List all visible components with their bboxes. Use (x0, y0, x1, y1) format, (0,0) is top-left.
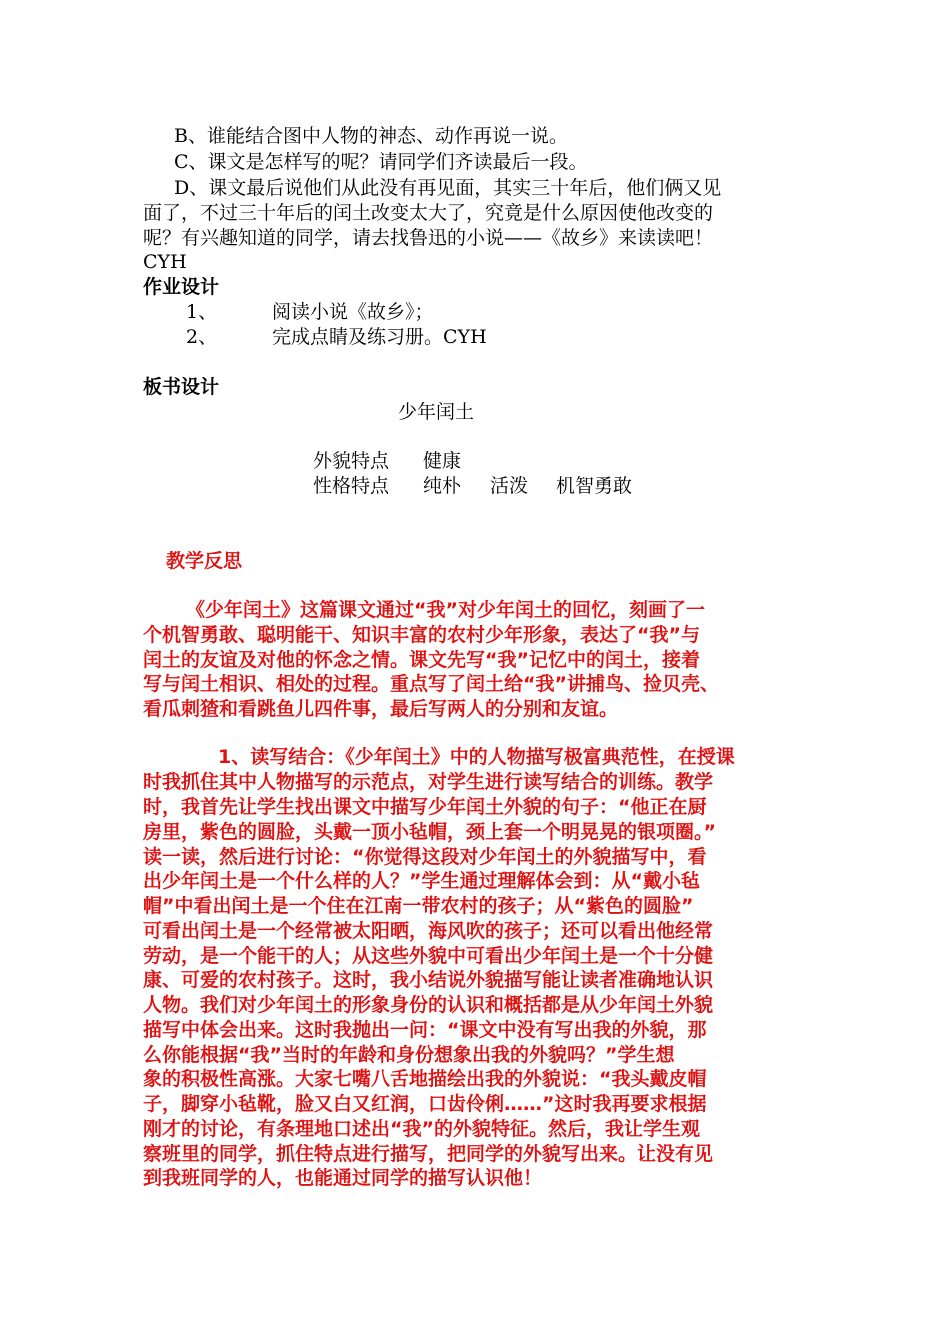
discussion-item-d-line: 面了，不过三十年后的闰土改变太大了，究竟是什么原因使他改变的 (143, 202, 714, 224)
homework-item-text: 阅读小说《故乡》； (272, 301, 434, 323)
reflection-para2-line: 时我抓住其中人物描写的示范点，对学生进行读写结合的训练。教学 (143, 771, 714, 793)
reflection-para2-line: 康、可爱的农村孩子。这时，我小结说外貌描写能让读者准确地认识 (143, 969, 714, 991)
homework-item-text: 完成点睛及练习册。CYH (272, 326, 487, 348)
reflection-para2-line: 到我班同学的人，也能通过同学的描写认识他！ (143, 1167, 543, 1189)
reflection-para2-line: 察班里的同学，抓住特点进行描写，把同学的外貌写出来。让没有见 (143, 1143, 714, 1165)
reflection-para1-line: 闰土的友谊及对他的怀念之情。课文先写“我”记忆中的闰土，接着 (143, 649, 700, 671)
reflection-para2-line: 么你能根据“我”当时的年龄和身份想象出我的外貌吗？”学生想 (143, 1044, 675, 1066)
homework-heading: 作业设计 (143, 276, 220, 298)
reflection-para2-line: 劳动，是一个能干的人；从这些外貌中可看出少年闰土是一个十分健 (143, 945, 714, 967)
reflection-para2-line: 房里，紫色的圆脸，头戴一顶小毡帽，颈上套一个明晃晃的银项圈。” (143, 821, 716, 843)
reflection-para2-line: 可看出闰土是一个经常被太阳晒，海风吹的孩子；还可以看出他经常 (143, 920, 714, 942)
homework-item-number: 1、 (186, 301, 218, 323)
board-label: 外貌特点 (313, 450, 390, 472)
discussion-item-d-line: 呢？有兴趣知道的同学，请去找鲁迅的小说——《故乡》来读读吧！ (143, 227, 714, 249)
reflection-para1-line: 《少年闰土》这篇课文通过“我”对少年闰土的回忆，刻画了一 (186, 599, 705, 621)
board-row-appearance (313, 449, 461, 473)
board-label: 性格特点 (313, 475, 390, 497)
homework-item-number: 2、 (186, 326, 218, 348)
discussion-item-d-line: D、课文最后说他们从此没有再见面，其实三十年后，他们俩又见 (174, 177, 722, 199)
discussion-item-c: C、课文是怎样写的呢？请同学们齐读最后一段。 (174, 151, 588, 173)
reflection-para2-line: 子，脚穿小毡靴，脸又白又红润，口齿伶俐……”这时我再要求根据 (143, 1093, 707, 1115)
reflection-para2-line: 出少年闰土是一个什么样的人？”学生通过理解体会到：从“戴小毡 (143, 870, 700, 892)
reflection-para2-line: 时，我首先让学生找出课文中描写少年闰土外貌的句子：“他正在厨 (143, 796, 707, 818)
reflection-para2-line: 象的积极性高涨。大家七嘴八舌地描绘出我的外貌说：“我头戴皮帽 (143, 1068, 707, 1090)
reflection-heading: 教学反思 (166, 550, 243, 572)
discussion-item-b: B、谁能结合图中人物的神态、动作再说一说。 (174, 125, 568, 147)
discussion-item-d-line: CYH (143, 251, 187, 273)
board-row-character (313, 474, 632, 498)
board-value: 健康 (423, 450, 462, 472)
reflection-para2-line: 帽”中看出闰土是一个住在江南一带农村的孩子；从“紫色的圆脸” (143, 895, 694, 917)
reflection-para1-line: 个机智勇敢、聪明能干、知识丰富的农村少年形象，表达了“我”与 (143, 624, 700, 646)
reflection-para2-line: 1、读写结合：《少年闰土》中的人物描写极富典范性，在授课 (218, 746, 735, 768)
board-title: 少年闰土 (398, 401, 475, 423)
board-value: 纯朴 (423, 475, 462, 497)
reflection-para1-line: 看瓜刺猹和看跳鱼儿四件事，最后写两人的分别和友谊。 (143, 698, 619, 720)
reflection-para1-line: 写与闰土相识、相处的过程。重点写了闰土给“我”讲捕鸟、捡贝壳、 (143, 673, 719, 695)
reflection-para2-line: 描写中体会出来。这时我抛出一问：“课文中没有写出我的外貌，那 (143, 1019, 707, 1041)
reflection-para2-line: 刚才的讨论，有条理地口述出“我”的外貌特征。然后，我让学生观 (143, 1118, 700, 1140)
reflection-para2-line: 人物。我们对少年闰土的形象身份的认识和概括都是从少年闰土外貌 (143, 994, 714, 1016)
board-value: 活泼 (490, 475, 529, 497)
board-value: 机智勇敢 (556, 475, 633, 497)
reflection-para2-line: 读一读，然后进行讨论：“你觉得这段对少年闰土的外貌描写中，看 (143, 846, 707, 868)
board-heading: 板书设计 (143, 376, 220, 398)
